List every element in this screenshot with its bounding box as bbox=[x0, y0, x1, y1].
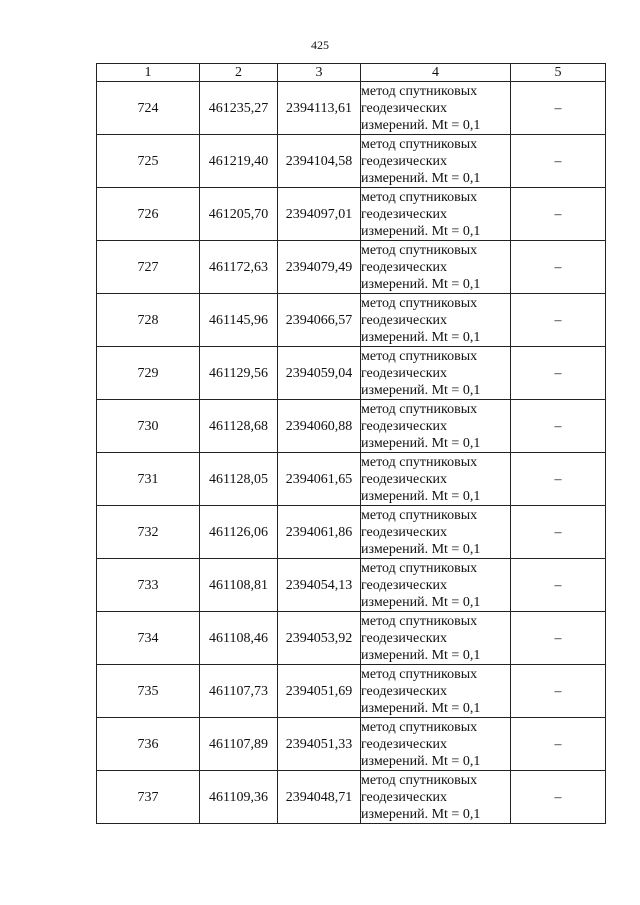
point-number-cell: 727 bbox=[97, 241, 200, 294]
y-coordinate-cell: 2394048,71 bbox=[278, 771, 361, 824]
method-line: измерений. Mt = 0,1 bbox=[361, 647, 481, 663]
method-cell bbox=[361, 612, 511, 665]
point-number-cell: 725 bbox=[97, 135, 200, 188]
method-line: геодезических bbox=[361, 259, 448, 275]
point-number-cell: 724 bbox=[97, 82, 200, 135]
method-line: геодезических bbox=[361, 736, 448, 752]
method-line: геодезических bbox=[361, 418, 448, 434]
method-cell bbox=[361, 506, 511, 559]
table-row bbox=[97, 400, 606, 453]
method-cell bbox=[361, 453, 511, 506]
method-line: метод спутниковых bbox=[361, 560, 478, 576]
x-coordinate-cell: 461108,46 bbox=[200, 612, 278, 665]
table-row bbox=[97, 665, 606, 718]
note-cell: – bbox=[511, 771, 606, 824]
method-cell bbox=[361, 665, 511, 718]
y-coordinate-cell: 2394054,13 bbox=[278, 559, 361, 612]
table-row bbox=[97, 771, 606, 824]
method-line: измерений. Mt = 0,1 bbox=[361, 329, 481, 345]
point-number-cell: 732 bbox=[97, 506, 200, 559]
method-line: метод спутниковых bbox=[361, 507, 478, 523]
method-line: измерений. Mt = 0,1 bbox=[361, 700, 481, 716]
y-coordinate-cell: 2394061,86 bbox=[278, 506, 361, 559]
method-line: метод спутниковых bbox=[361, 613, 478, 629]
coordinates-table bbox=[96, 63, 606, 824]
x-coordinate-cell: 461108,81 bbox=[200, 559, 278, 612]
y-coordinate-cell: 2394113,61 bbox=[278, 82, 361, 135]
point-number-cell: 730 bbox=[97, 400, 200, 453]
table-body bbox=[97, 82, 606, 824]
point-number-cell: 728 bbox=[97, 294, 200, 347]
method-line: измерений. Mt = 0,1 bbox=[361, 223, 481, 239]
point-number-cell: 731 bbox=[97, 453, 200, 506]
header-col-2: 2 bbox=[200, 64, 278, 82]
x-coordinate-cell: 461219,40 bbox=[200, 135, 278, 188]
x-coordinate-cell: 461107,89 bbox=[200, 718, 278, 771]
method-line: измерений. Mt = 0,1 bbox=[361, 594, 481, 610]
note-cell: – bbox=[511, 559, 606, 612]
header-col-3: 3 bbox=[278, 64, 361, 82]
x-coordinate-cell: 461107,73 bbox=[200, 665, 278, 718]
method-line: измерений. Mt = 0,1 bbox=[361, 541, 481, 557]
method-line: измерений. Mt = 0,1 bbox=[361, 276, 481, 292]
method-cell bbox=[361, 294, 511, 347]
x-coordinate-cell: 461129,56 bbox=[200, 347, 278, 400]
x-coordinate-cell: 461128,68 bbox=[200, 400, 278, 453]
method-line: геодезических bbox=[361, 153, 448, 169]
point-number-cell: 726 bbox=[97, 188, 200, 241]
point-number-cell: 734 bbox=[97, 612, 200, 665]
table-row bbox=[97, 135, 606, 188]
x-coordinate-cell: 461126,06 bbox=[200, 506, 278, 559]
note-cell: – bbox=[511, 400, 606, 453]
method-line: геодезических bbox=[361, 683, 448, 699]
method-line: измерений. Mt = 0,1 bbox=[361, 488, 481, 504]
table-row bbox=[97, 612, 606, 665]
method-cell bbox=[361, 347, 511, 400]
method-line: измерений. Mt = 0,1 bbox=[361, 435, 481, 451]
method-cell bbox=[361, 718, 511, 771]
note-cell: – bbox=[511, 241, 606, 294]
y-coordinate-cell: 2394059,04 bbox=[278, 347, 361, 400]
note-cell: – bbox=[511, 347, 606, 400]
note-cell: – bbox=[511, 665, 606, 718]
method-line: метод спутниковых bbox=[361, 719, 478, 735]
method-line: метод спутниковых bbox=[361, 295, 478, 311]
method-line: геодезических bbox=[361, 789, 448, 805]
y-coordinate-cell: 2394060,88 bbox=[278, 400, 361, 453]
table-row bbox=[97, 506, 606, 559]
method-cell bbox=[361, 771, 511, 824]
x-coordinate-cell: 461109,36 bbox=[200, 771, 278, 824]
point-number-cell: 736 bbox=[97, 718, 200, 771]
y-coordinate-cell: 2394104,58 bbox=[278, 135, 361, 188]
method-line: метод спутниковых bbox=[361, 348, 478, 364]
table-header-row bbox=[97, 64, 606, 82]
header-col-4: 4 bbox=[361, 64, 511, 82]
method-line: метод спутниковых bbox=[361, 83, 478, 99]
note-cell: – bbox=[511, 718, 606, 771]
method-line: метод спутниковых bbox=[361, 242, 478, 258]
note-cell: – bbox=[511, 188, 606, 241]
method-cell bbox=[361, 559, 511, 612]
y-coordinate-cell: 2394053,92 bbox=[278, 612, 361, 665]
note-cell: – bbox=[511, 612, 606, 665]
method-line: геодезических bbox=[361, 524, 448, 540]
method-line: измерений. Mt = 0,1 bbox=[361, 382, 481, 398]
x-coordinate-cell: 461128,05 bbox=[200, 453, 278, 506]
method-line: метод спутниковых bbox=[361, 401, 478, 417]
header-col-5: 5 bbox=[511, 64, 606, 82]
method-line: измерений. Mt = 0,1 bbox=[361, 117, 481, 133]
table-row bbox=[97, 559, 606, 612]
note-cell: – bbox=[511, 453, 606, 506]
y-coordinate-cell: 2394051,33 bbox=[278, 718, 361, 771]
note-cell: – bbox=[511, 135, 606, 188]
x-coordinate-cell: 461172,63 bbox=[200, 241, 278, 294]
method-line: метод спутниковых bbox=[361, 454, 478, 470]
method-line: геодезических bbox=[361, 471, 448, 487]
y-coordinate-cell: 2394097,01 bbox=[278, 188, 361, 241]
table-row bbox=[97, 188, 606, 241]
method-line: измерений. Mt = 0,1 bbox=[361, 806, 481, 822]
method-line: метод спутниковых bbox=[361, 772, 478, 788]
method-line: измерений. Mt = 0,1 bbox=[361, 170, 481, 186]
y-coordinate-cell: 2394051,69 bbox=[278, 665, 361, 718]
method-cell bbox=[361, 135, 511, 188]
method-cell bbox=[361, 188, 511, 241]
method-line: геодезических bbox=[361, 100, 448, 116]
table-row bbox=[97, 82, 606, 135]
method-line: метод спутниковых bbox=[361, 136, 478, 152]
y-coordinate-cell: 2394061,65 bbox=[278, 453, 361, 506]
method-line: метод спутниковых bbox=[361, 189, 478, 205]
page-number: 425 bbox=[311, 38, 329, 52]
table-row bbox=[97, 453, 606, 506]
y-coordinate-cell: 2394079,49 bbox=[278, 241, 361, 294]
x-coordinate-cell: 461235,27 bbox=[200, 82, 278, 135]
note-cell: – bbox=[511, 506, 606, 559]
point-number-cell: 735 bbox=[97, 665, 200, 718]
method-line: геодезических bbox=[361, 365, 448, 381]
method-cell bbox=[361, 241, 511, 294]
point-number-cell: 737 bbox=[97, 771, 200, 824]
method-line: измерений. Mt = 0,1 bbox=[361, 753, 481, 769]
note-cell: – bbox=[511, 82, 606, 135]
note-cell: – bbox=[511, 294, 606, 347]
x-coordinate-cell: 461145,96 bbox=[200, 294, 278, 347]
method-line: геодезических bbox=[361, 312, 448, 328]
method-cell bbox=[361, 400, 511, 453]
point-number-cell: 733 bbox=[97, 559, 200, 612]
point-number-cell: 729 bbox=[97, 347, 200, 400]
header-col-1: 1 bbox=[97, 64, 200, 82]
method-line: геодезических bbox=[361, 206, 448, 222]
table-row bbox=[97, 718, 606, 771]
x-coordinate-cell: 461205,70 bbox=[200, 188, 278, 241]
method-cell bbox=[361, 82, 511, 135]
method-line: геодезических bbox=[361, 577, 448, 593]
table-row bbox=[97, 241, 606, 294]
table-row bbox=[97, 294, 606, 347]
method-line: геодезических bbox=[361, 630, 448, 646]
y-coordinate-cell: 2394066,57 bbox=[278, 294, 361, 347]
method-line: метод спутниковых bbox=[361, 666, 478, 682]
table-row bbox=[97, 347, 606, 400]
